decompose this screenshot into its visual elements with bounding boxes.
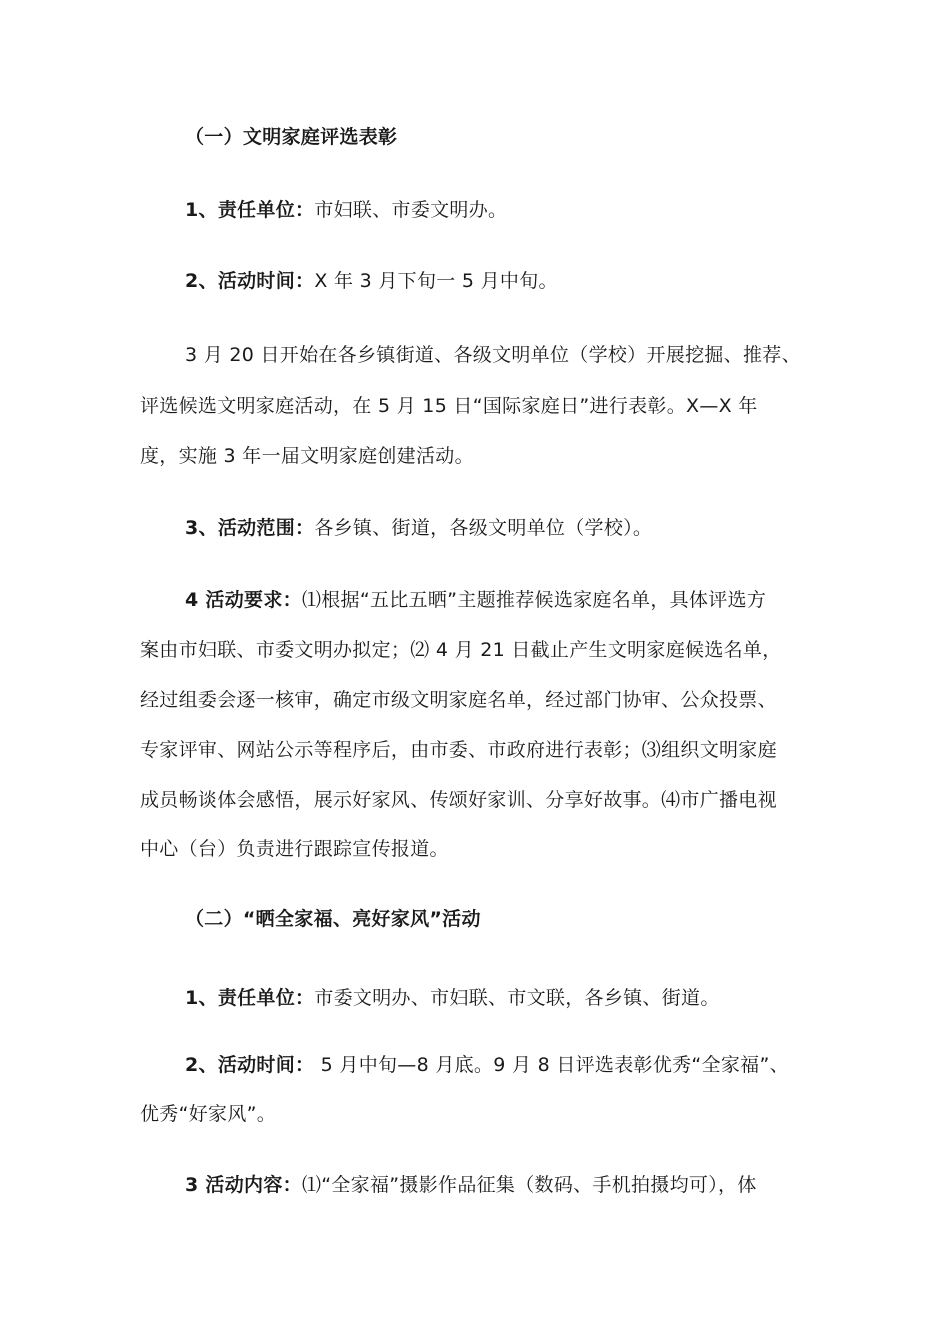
s2-item-2-line-2: 优秀“好家风”。: [140, 1103, 277, 1125]
s1-item-4-line-4: 专家评审、网站公示等程序后，由市委、市政府进行表彰；⑶组织文明家庭: [140, 739, 777, 761]
s2-item-2-label: 2、活动时间：: [185, 1054, 315, 1076]
s1-item-4-line-1: [185, 585, 842, 615]
section-2-heading: （二）“晒全家福、亮好家风”活动: [185, 908, 481, 930]
s2-item-3: [185, 1170, 842, 1200]
s1-item-3-text: 各乡镇、街道，各级文明单位（学校）。: [314, 517, 653, 539]
s1-item-3: [185, 513, 842, 543]
s1-item-1-text: 市妇联、市委文明办。: [314, 199, 508, 221]
s1-item-2-label: 2、活动时间：: [185, 270, 315, 292]
s2-item-3-text: ⑴“全家福”摄影作品征集（数码、手机拍摄均可），体: [301, 1174, 757, 1196]
s1-item-4-line-3: 经过组委会逐一核审，确定市级文明家庭名单，经过部门协审、公众投票、: [140, 689, 777, 711]
s1-item-4-text: ⑴根据“五比五晒”主题推荐候选家庭名单，具体评选方: [301, 589, 767, 611]
section-1-heading: （一）文明家庭评选表彰: [185, 126, 398, 148]
s2-item-2-line-1: [185, 1050, 842, 1080]
s1-item-2-text: X 年 3 月下旬一 5 月中旬。: [314, 270, 558, 292]
s1-item-1-label: 1、责任单位：: [185, 199, 315, 221]
s2-item-1-label: 1、责任单位：: [185, 987, 315, 1009]
s1-item-2: [185, 266, 842, 296]
s1-item-4-line-5: 成员畅谈体会感悟，展示好家风、传颂好家训、分享好故事。⑷市广播电视: [140, 789, 777, 811]
s1-item-3-label: 3、活动范围：: [185, 517, 315, 539]
s1-paragraph-line-1: 3 月 20 日开始在各乡镇街道、各级文明单位（学校）开展挖掘、推荐、: [185, 344, 801, 366]
s1-item-1: [185, 195, 842, 225]
s1-paragraph-line-3: 度，实施 3 年一届文明家庭创建活动。: [140, 445, 474, 467]
s2-item-2-text: 5 月中旬—8 月底。9 月 8 日评选表彰优秀“全家福”、: [314, 1054, 789, 1076]
s2-item-1-text: 市委文明办、市妇联、市文联，各乡镇、街道。: [314, 987, 720, 1009]
s1-item-4-line-6: 中心（台）负责进行跟踪宣传报道。: [140, 838, 449, 860]
s1-item-4-line-2: 案由市妇联、市委文明办拟定；⑵ 4 月 21 日截止产生文明家庭候选名单，: [140, 639, 782, 661]
s2-item-1: [185, 983, 842, 1013]
s1-item-4-label: 4 活动要求：: [185, 589, 302, 611]
s1-paragraph-line-2: 评选候选文明家庭活动，在 5 月 15 日“国际家庭日”进行表彰。X—X 年: [140, 395, 758, 417]
s2-item-3-label: 3 活动内容：: [185, 1174, 302, 1196]
